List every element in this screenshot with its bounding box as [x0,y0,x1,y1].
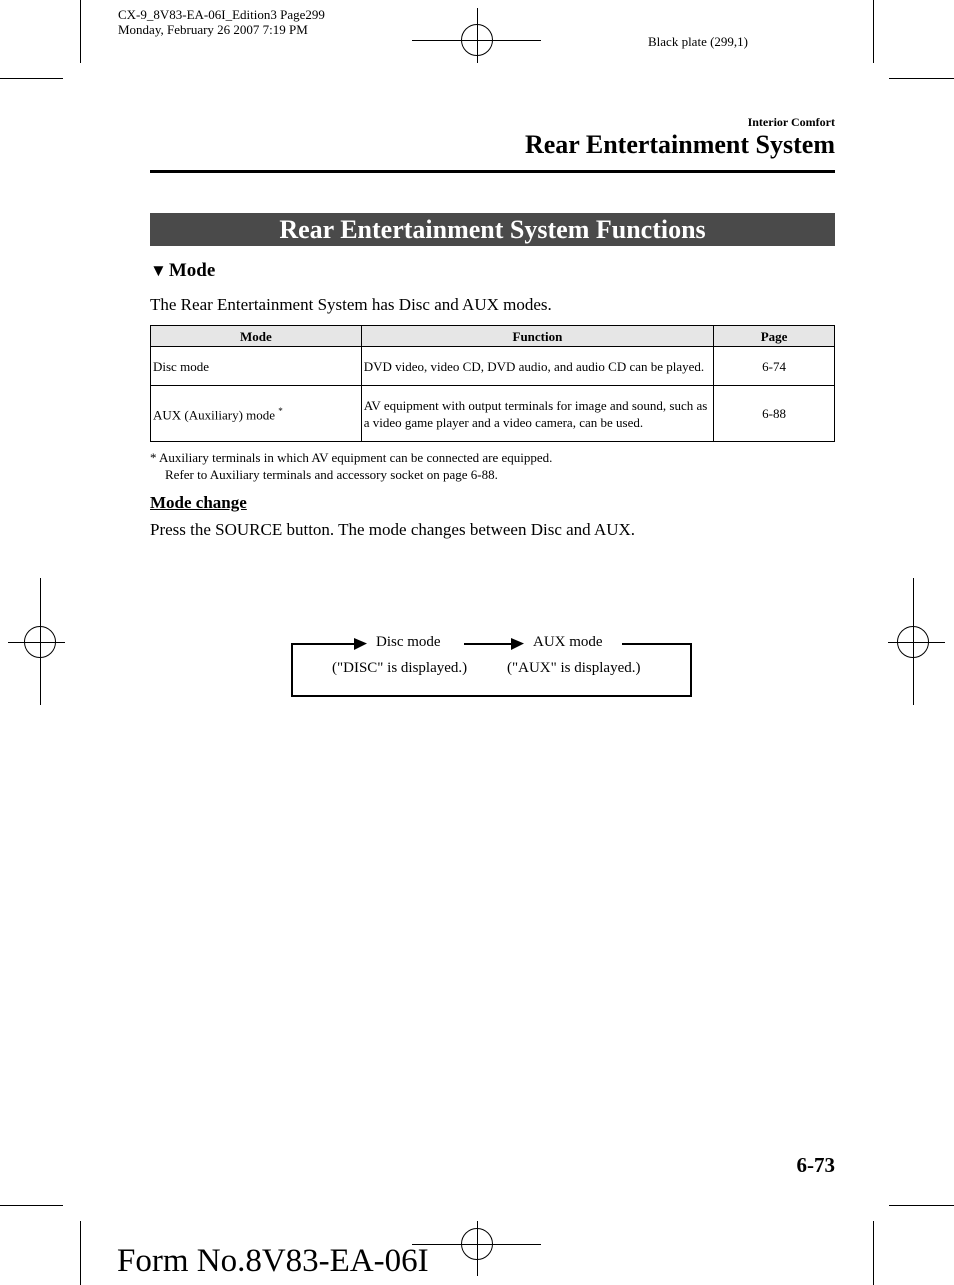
subheading-text: Mode [168,260,216,281]
plate-label: Black plate (299,1) [648,34,748,49]
section-title: Rear Entertainment System [524,130,835,159]
form-number: Form No.8V83-EA-06I [117,1243,429,1279]
aux-mode-label: AUX mode [533,634,603,650]
header-function: Function [361,326,713,347]
mode-name: Disc mode [153,358,209,374]
print-file-line: CX-9_8V83-EA-06I_Edition3 Page299 [118,7,325,22]
footnote-marker: * [278,406,283,417]
header-page: Page [714,326,835,347]
topic-banner: Rear Entertainment System Functions [150,213,835,246]
table-row [151,386,835,442]
cycle-line-right [622,643,692,645]
triangle-down-icon: ▼ [150,261,167,280]
modes-table [150,325,835,442]
footnote [150,449,552,483]
arrow-right-icon [354,637,368,651]
cycle-line-left [291,643,357,645]
table-row [151,347,835,386]
mode-name: AUX (Auxiliary) mode [153,407,276,423]
intro-text: The Rear Entertainment System has Disc and AUX modes. [150,295,552,314]
section-label: Interior Comfort [747,115,835,129]
footnote-line: * Auxiliary terminals in which AV equipment can be connected are equipped. [150,450,553,465]
mode-change-heading: Mode change [150,493,247,512]
page-number: 6-73 [796,1153,835,1177]
subheading [150,260,215,282]
disc-display-note: ("DISC" is displayed.) [332,660,468,676]
cell-mode [151,386,362,442]
title-rule [150,170,835,173]
cell-function: AV equipment with output terminals for image and sound, such as a video game player and a video camera, can be used. [361,386,713,442]
cycle-line-middle [464,643,514,645]
print-info [118,7,325,37]
cell-mode [151,347,362,386]
mode-change-text: Press the SOURCE button. The mode changes between Disc and AUX. [150,520,636,539]
aux-display-note: ("AUX" is displayed.) [507,660,641,676]
header-mode: Mode [151,326,362,347]
cell-function: DVD video, video CD, DVD audio, and audio CD can be played. [361,347,713,386]
print-date-line: Monday, February 26 2007 7:19 PM [118,22,308,37]
arrow-right-icon [511,637,525,651]
table-header-row [151,326,835,347]
cell-page: 6-88 [714,386,835,442]
footnote-reference: Refer to Auxiliary terminals and accessory socket on page 6-88. [165,467,498,482]
disc-mode-label: Disc mode [376,634,441,650]
cell-page: 6-74 [714,347,835,386]
